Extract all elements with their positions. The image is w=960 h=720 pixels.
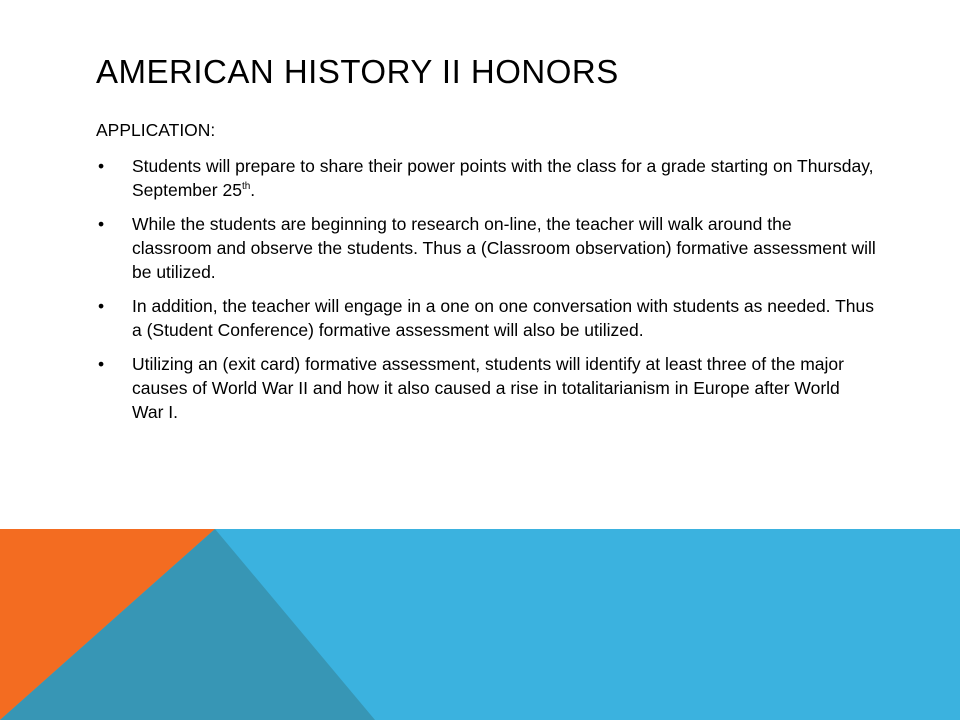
bullet-item — [96, 294, 876, 342]
bullet-item — [96, 154, 876, 202]
bullet-item — [96, 352, 876, 424]
bullet-text: While the students are beginning to research on-line, the teacher will walk around the classroom and observe the students. Thus a (Classroom observation) formative assessment will be utilized. — [132, 214, 876, 282]
bullet-superscript: th — [241, 181, 251, 193]
bullet-item — [96, 212, 876, 284]
slide-title: AMERICAN HISTORY II HONORS — [96, 53, 619, 90]
decorative-band — [0, 529, 960, 720]
bullet-text-main: Students will prepare to share their power points with the class for a grade starting on Thursday, September 25 — [132, 156, 874, 200]
bullet-dot-icon: • — [98, 214, 105, 234]
bullet-dot-icon: • — [98, 296, 105, 316]
bullet-text — [132, 156, 874, 200]
section-label: APPLICATION: — [96, 120, 216, 140]
bullet-dot-icon: • — [98, 156, 105, 176]
bullet-text: In addition, the teacher will engage in a one on one conversation with students as needed. Thus a (Student Conference) formative assessment will also be utilized. — [132, 296, 874, 340]
bullet-text: Utilizing an (exit card) formative assessment, students will identify at least three of the major causes of World War II and how it also caused a rise in totalitarianism in Europe after World War I. — [132, 354, 844, 422]
bullet-text-suffix: . — [250, 180, 256, 200]
bullet-dot-icon: • — [98, 354, 105, 374]
slide-body — [96, 118, 876, 434]
bullet-list — [96, 154, 876, 424]
